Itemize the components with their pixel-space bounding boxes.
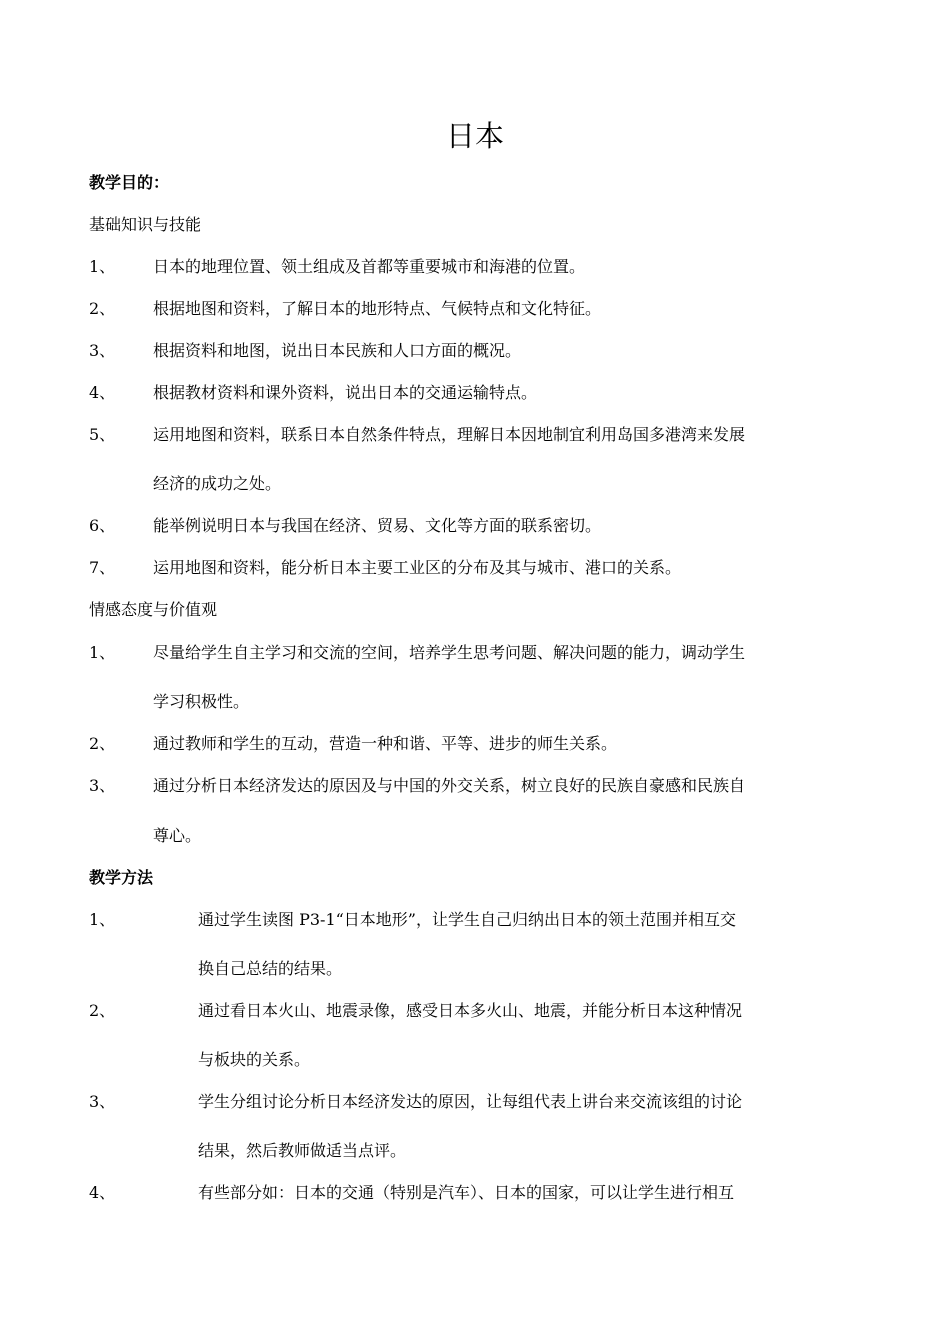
list-item-text-continued: 换自己总结的结果。	[198, 959, 343, 978]
list-item-text: 通过学生读图 P3-1“日本地形”，让学生自己归纳出日本的领土范围并相互交	[198, 910, 736, 929]
list-item-number: 2、	[89, 1001, 116, 1020]
list-item-number: 7、	[89, 558, 116, 577]
list-item-text: 通过教师和学生的互动，营造一种和谐、平等、进步的师生关系。	[153, 734, 618, 753]
list-item-text: 通过分析日本经济发达的原因及与中国的外交关系，树立良好的民族自豪感和民族自	[153, 776, 746, 795]
list-item-text-continued: 尊心。	[153, 826, 202, 845]
list-item-text: 通过看日本火山、地震录像，感受日本多火山、地震，并能分析日本这种情况	[198, 1001, 743, 1020]
list-item-number: 3、	[89, 1092, 116, 1111]
list-item-text: 日本的地理位置、领土组成及首都等重要城市和海港的位置。	[153, 257, 586, 276]
list-item-text: 根据资料和地图，说出日本民族和人口方面的概况。	[153, 341, 522, 360]
list-item-number: 4、	[89, 383, 116, 402]
list-item-number: 2、	[89, 299, 116, 318]
section-heading-teaching-goals: 教学目的：	[89, 173, 170, 192]
list-item-number: 6、	[89, 516, 116, 535]
list-item-text: 能举例说明日本与我国在经济、贸易、文化等方面的联系密切。	[153, 516, 602, 535]
list-item-text-continued: 学习积极性。	[153, 692, 250, 711]
list-item-number: 3、	[89, 776, 116, 795]
list-item-text: 尽量给学生自主学习和交流的空间，培养学生思考问题、解决问题的能力，调动学生	[153, 643, 746, 662]
list-item-text-continued: 与板块的关系。	[198, 1050, 311, 1069]
list-item-text: 根据教材资料和课外资料，说出日本的交通运输特点。	[153, 383, 538, 402]
list-item-text: 运用地图和资料，联系日本自然条件特点，理解日本因地制宜利用岛国多港湾来发展	[153, 425, 746, 444]
list-item-number: 5、	[89, 425, 116, 444]
subheading-attitudes-values: 情感态度与价值观	[89, 600, 218, 619]
list-item-number: 4、	[89, 1183, 116, 1202]
list-item-number: 1、	[89, 643, 116, 662]
list-item-number: 2、	[89, 734, 116, 753]
list-item-number: 1、	[89, 910, 116, 929]
list-item-text-continued: 结果，然后教师做适当点评。	[198, 1141, 407, 1160]
subheading-basic-knowledge: 基础知识与技能	[89, 215, 202, 234]
document-title: 日本	[445, 119, 504, 153]
list-item-text: 运用地图和资料，能分析日本主要工业区的分布及其与城市、港口的关系。	[153, 558, 682, 577]
list-item-number: 3、	[89, 341, 116, 360]
list-item-text: 根据地图和资料，了解日本的地形特点、气候特点和文化特征。	[153, 299, 602, 318]
list-item-text-continued: 经济的成功之处。	[153, 474, 282, 493]
section-heading-teaching-methods: 教学方法	[89, 868, 154, 887]
list-item-number: 1、	[89, 257, 116, 276]
list-item-text: 学生分组讨论分析日本经济发达的原因，让每组代表上讲台来交流该组的讨论	[198, 1092, 743, 1111]
list-item-text: 有些部分如：日本的交通（特别是汽车）、日本的国家，可以让学生进行相互	[198, 1183, 735, 1202]
